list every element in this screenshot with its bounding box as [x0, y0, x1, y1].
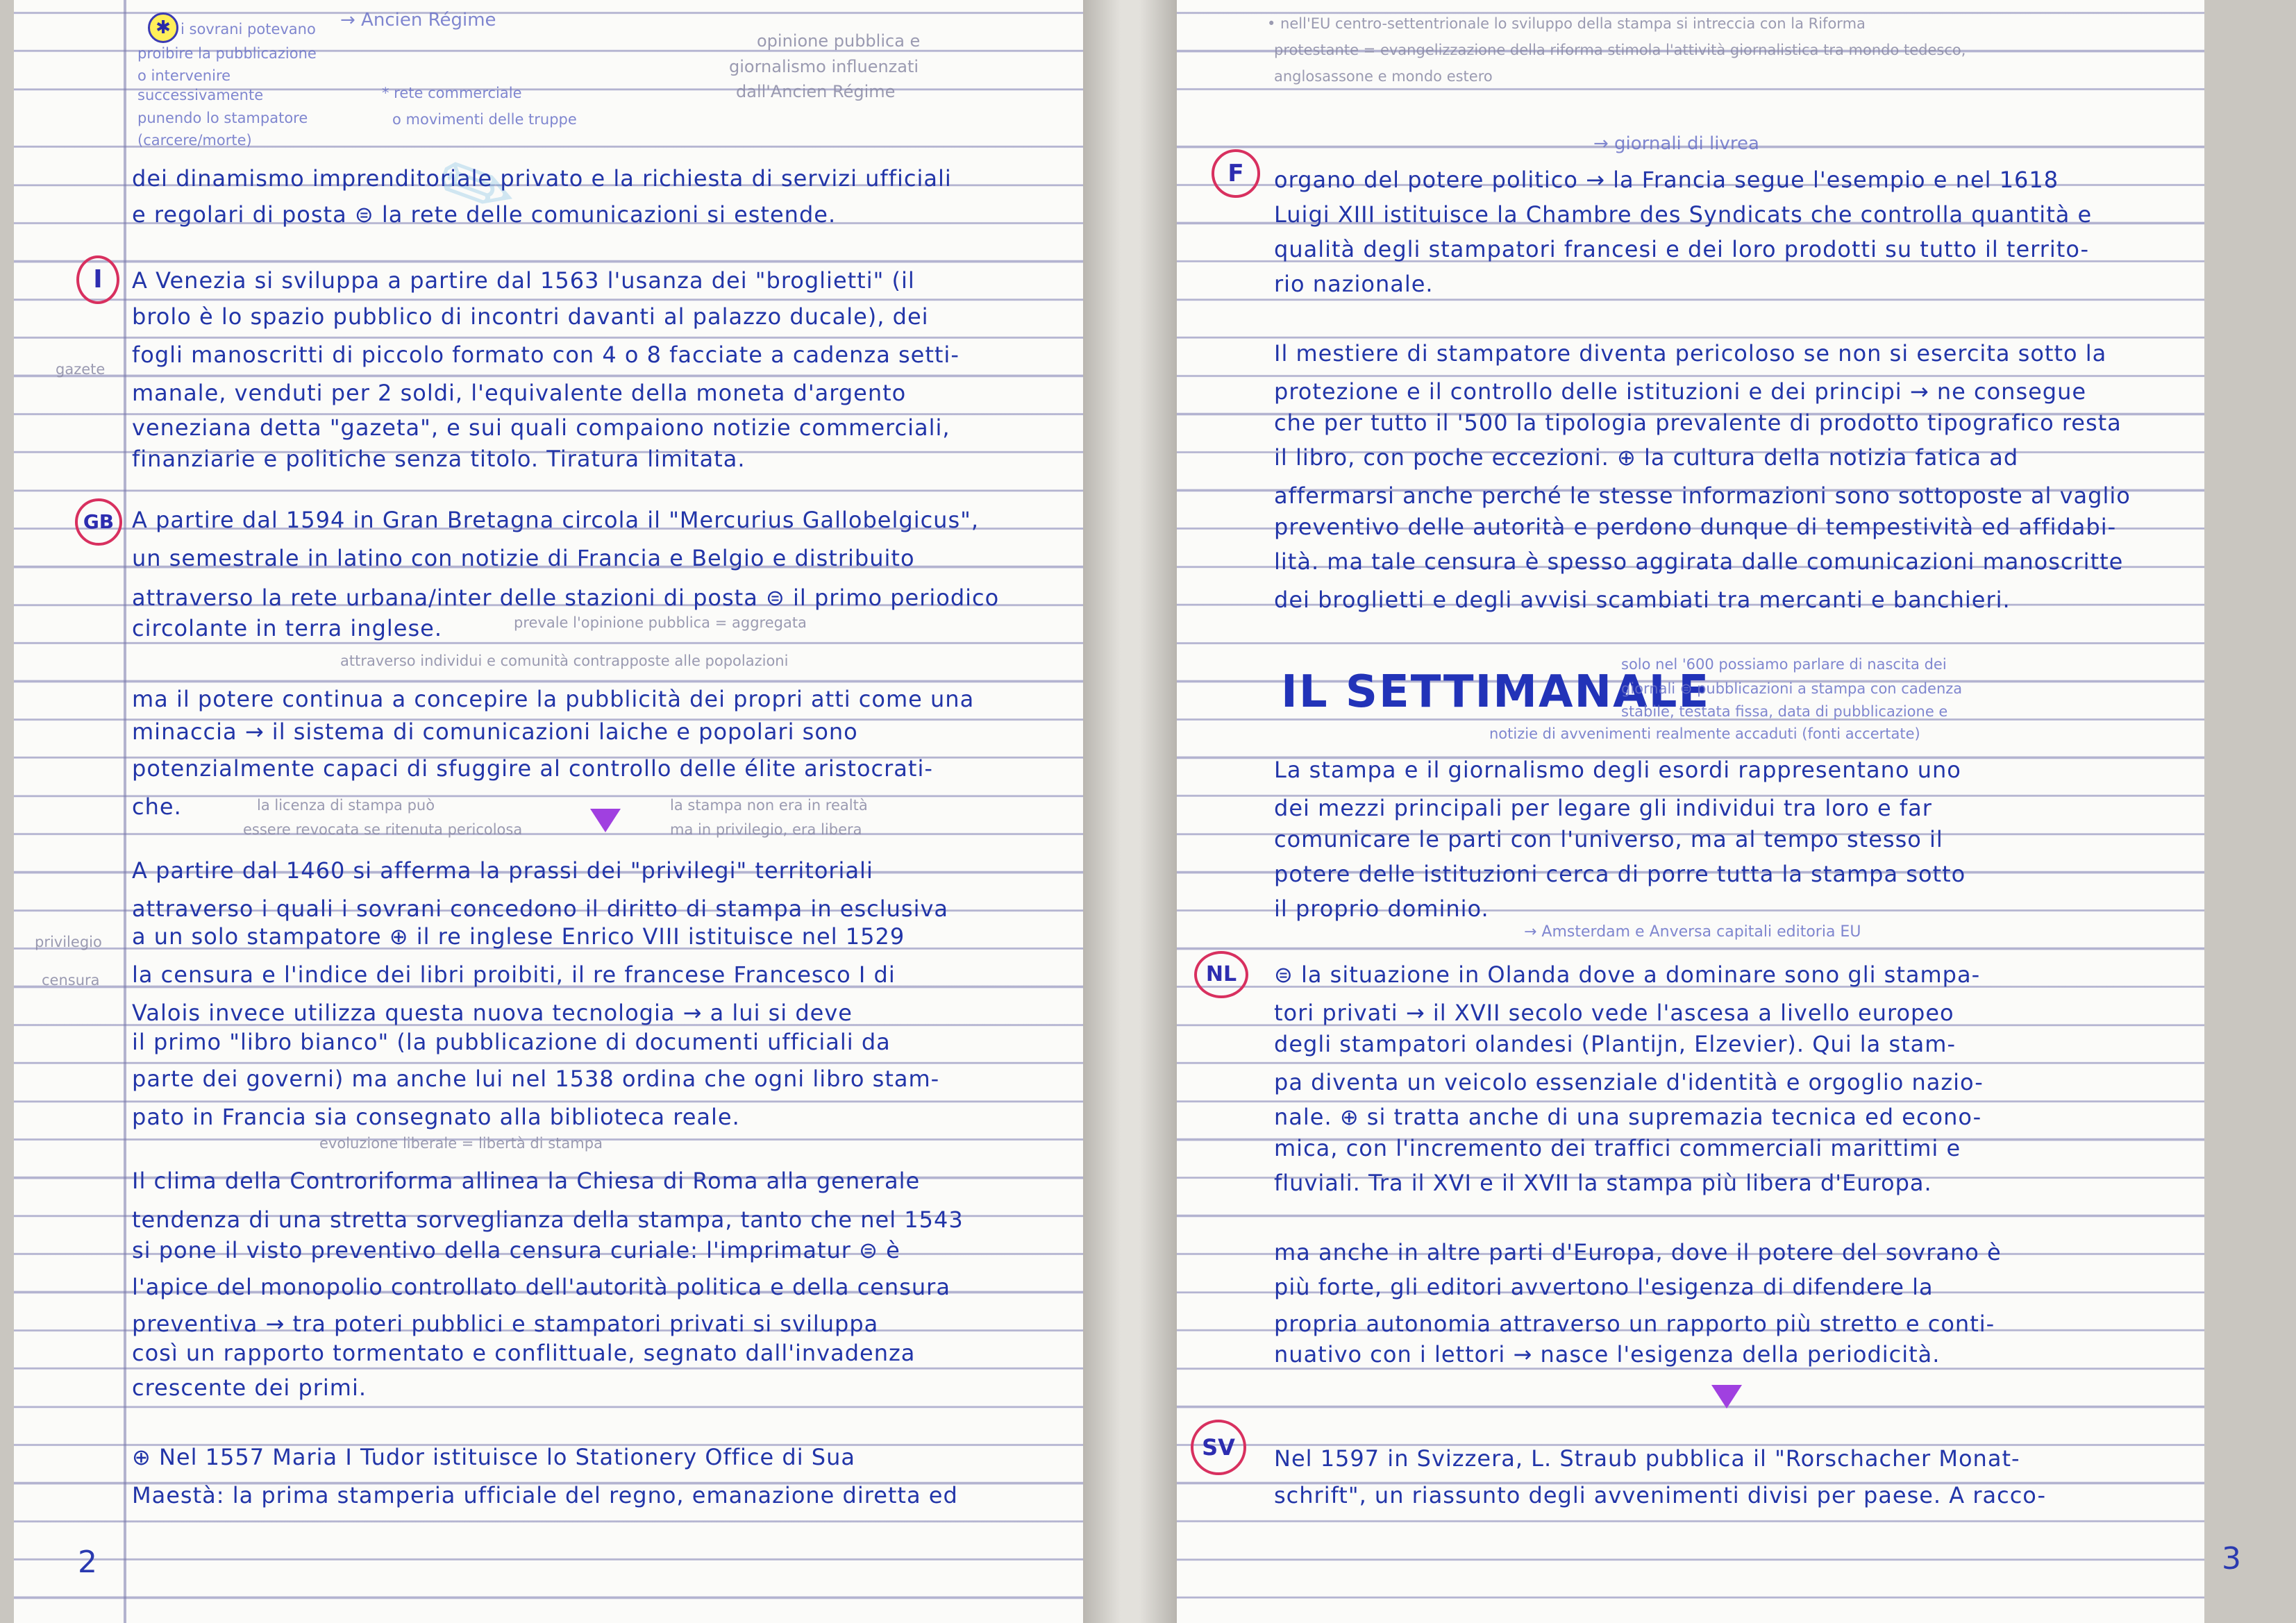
text-line: affermarsi anche perché le stesse informazioni sono sottoposte al vaglio — [1274, 482, 2131, 509]
top-note: dall'Ancien Régime — [736, 82, 896, 101]
text-line: dei mezzi principali per legare gli individui tra loro e far — [1274, 795, 1932, 821]
section-note: giornali ⊜ pubblicazioni a stampa con cadenza — [1621, 680, 1963, 697]
text-line: dei broglietti e degli avvisi scambiati tra mercanti e banchieri. — [1274, 587, 2011, 613]
small-note: la licenza di stampa può — [257, 797, 435, 814]
section-title: IL SETTIMANALE — [1281, 666, 1711, 718]
text-line: qualità degli stampatori francesi e dei loro prodotti su tutto il territo- — [1274, 236, 2090, 262]
text-line: potenzialmente capaci di sfuggire al controllo delle élite aristocrati- — [132, 755, 933, 782]
arrow-down-icon — [590, 809, 621, 832]
notebook-page-left — [14, 0, 1083, 1623]
text-line: La stampa e il giornalismo degli esordi rappresentano uno — [1274, 757, 1961, 783]
star-icon: ✱ — [148, 12, 178, 43]
top-note: i sovrani potevano — [181, 21, 316, 37]
top-note: protestante = evangelizzazione della riforma stimola l'attività giornalistica tra mondo tedesco, — [1274, 42, 1966, 58]
text-line: ⊜ la situazione in Olanda dove a dominare sono gli stampa- — [1274, 961, 1981, 988]
text-line: tori privati → il XVII secolo vede l'ascesa a livello europeo — [1274, 1000, 1954, 1026]
text-line: Nel 1597 in Svizzera, L. Straub pubblica il "Rorschacher Monat- — [1274, 1445, 2020, 1472]
text-line: comunicare le parti con l'universo, ma al tempo stesso il — [1274, 826, 1943, 852]
top-note: giornalismo influenzati — [729, 57, 919, 76]
top-note: → Ancien Régime — [340, 10, 496, 31]
text-line: brolo è lo spazio pubblico di incontri davanti al palazzo ducale), dei — [132, 303, 929, 330]
top-note: o movimenti delle truppe — [392, 111, 577, 128]
text-line: nale. ⊕ si tratta anche di una supremazia tecnica ed econo- — [1274, 1104, 1982, 1130]
text-line: rio nazionale. — [1274, 271, 1434, 297]
watermark-logo: ✎ — [420, 124, 534, 252]
text-line: attraverso la rete urbana/inter delle stazioni di posta ⊜ il primo periodico — [132, 585, 1000, 611]
text-line: A partire dal 1594 in Gran Bretagna circola il "Mercurius Gallobelgicus", — [132, 507, 980, 533]
top-note: successivamente — [137, 87, 264, 103]
text-line: Valois invece utilizza questa nuova tecnologia → a lui si deve — [132, 1000, 853, 1026]
text-line: degli stampatori olandesi (Plantijn, Elzevier). Qui la stam- — [1274, 1031, 1956, 1057]
section-circle-switzerland: SV — [1191, 1420, 1246, 1475]
text-line: potere delle istituzioni cerca di porre tutta la stampa sotto — [1274, 861, 1966, 887]
top-note: opinione pubblica e — [757, 31, 921, 51]
text-line: fogli manoscritti di piccolo formato con 4 o 8 facciate a cadenza setti- — [132, 342, 960, 368]
margin-note: censura — [42, 972, 100, 989]
small-note: la stampa non era in realtà — [670, 797, 868, 814]
section-note: stabile, testata fissa, data di pubblicazione e — [1621, 703, 1948, 720]
page-number: 3 — [2222, 1541, 2241, 1576]
text-line: dei dinamismo imprenditoriale privato e la richiesta di servizi ufficiali — [132, 165, 952, 192]
text-line: a un solo stampatore ⊕ il re inglese Enrico VIII istituisce nel 1529 — [132, 923, 905, 950]
text-line: ma il potere continua a concepire la pubblicità dei propri atti come una — [132, 686, 975, 712]
text-line: Luigi XIII istituisce la Chambre des Syndicats che controlla quantità e — [1274, 201, 2093, 228]
text-line: A Venezia si sviluppa a partire dal 1563 l'usanza dei "broglietti" (il — [132, 267, 915, 294]
section-circle-netherlands: NL — [1194, 951, 1248, 998]
text-line: parte dei governi) ma anche lui nel 1538 ordina che ogni libro stam- — [132, 1066, 940, 1092]
text-line: il proprio dominio. — [1274, 895, 1489, 922]
text-line: pa diventa un veicolo essenziale d'identità e orgoglio nazio- — [1274, 1069, 1984, 1095]
text-line: un semestrale in latino con notizie di Francia e Belgio e distribuito — [132, 545, 915, 571]
text-line: che per tutto il '500 la tipologia prevalente di prodotto tipografico resta — [1274, 410, 2122, 436]
text-line: Maestà: la prima stamperia ufficiale del regno, emanazione diretta ed — [132, 1482, 958, 1508]
text-line: organo del potere politico → la Francia segue l'esempio e nel 1618 — [1274, 167, 2059, 193]
text-line: Il clima della Controriforma allinea la Chiesa di Roma alla generale — [132, 1168, 921, 1194]
text-line: così un rapporto tormentato e conflittuale, segnato dall'invadenza — [132, 1340, 916, 1366]
section-circle-venice: I — [76, 255, 119, 304]
small-note: ma in privilegio, era libera — [670, 821, 862, 838]
text-line: si pone il visto preventivo della censura curiale: l'imprimatur ⊜ è — [132, 1237, 900, 1263]
text-line: fluviali. Tra il XVI e il XVII la stampa più libera d'Europa. — [1274, 1170, 1932, 1196]
text-line: circolante in terra inglese. — [132, 615, 442, 641]
text-line: propria autonomia attraverso un rapporto più stretto e conti- — [1274, 1311, 1995, 1337]
small-note: attraverso individui e comunità contrapposte alle popolazioni — [340, 653, 789, 669]
text-line: Il mestiere di stampatore diventa pericoloso se non si esercita sotto la — [1274, 340, 2107, 367]
text-line: nuativo con i lettori → nasce l'esigenza della periodicità. — [1274, 1341, 1941, 1368]
text-line: ⊕ Nel 1557 Maria I Tudor istituisce lo Stationery Office di Sua — [132, 1444, 855, 1470]
section-circle-france: F — [1212, 149, 1260, 198]
text-line: lità. ma tale censura è spesso aggirata dalle comunicazioni manoscritte — [1274, 548, 2124, 575]
text-line: tendenza di una stretta sorveglianza della stampa, tanto che nel 1543 — [132, 1206, 964, 1233]
page-number: 2 — [78, 1545, 97, 1580]
margin-note: privilegio — [35, 934, 102, 950]
text-line: schrift", un riassunto degli avvenimenti divisi per paese. A racco- — [1274, 1482, 2046, 1508]
notebook-spine — [1083, 0, 1177, 1623]
text-line: la censura e l'indice dei libri proibiti, il re francese Francesco I di — [132, 961, 896, 988]
small-note: prevale l'opinione pubblica = aggregata — [514, 614, 807, 631]
text-line: pato in Francia sia consegnato alla biblioteca reale. — [132, 1104, 740, 1130]
text-line: minaccia → il sistema di comunicazioni laiche e popolari sono — [132, 718, 858, 745]
arrow-down-icon — [1711, 1385, 1742, 1408]
section-note: solo nel '600 possiamo parlare di nascita dei — [1621, 656, 1947, 673]
text-line: più forte, gli editori avvertono l'esigenza di difendere la — [1274, 1274, 1934, 1300]
text-line: veneziana detta "gazeta", e sui quali compaiono notizie commerciali, — [132, 414, 950, 441]
section-note: notizie di avvenimenti realmente accaduti (fonti accertate) — [1489, 725, 1920, 742]
text-line: il primo "libro bianco" (la pubblicazione di documenti ufficiali da — [132, 1029, 891, 1055]
text-line: mica, con l'incremento dei traffici commerciali marittimi e — [1274, 1135, 1961, 1161]
text-line: preventivo delle autorità e perdono dunque di tempestività ed affidabi- — [1274, 514, 2117, 540]
top-note: • nell'EU centro-settentrionale lo sviluppo della stampa si intreccia con la Riforma — [1267, 15, 1866, 32]
top-note: punendo lo stampatore — [137, 110, 308, 126]
text-line: l'apice del monopolio controllato dell'autorità politica e della censura — [132, 1274, 950, 1300]
section-circle-britain: GB — [75, 498, 122, 546]
text-line: protezione e il controllo delle istituzioni e dei principi → ne consegue — [1274, 378, 2087, 405]
text-line: manale, venduti per 2 soldi, l'equivalente della moneta d'argento — [132, 380, 907, 406]
text-line: A partire dal 1460 si afferma la prassi dei "privilegi" territoriali — [132, 857, 873, 884]
text-line: ma anche in altre parti d'Europa, dove il potere del sovrano è — [1274, 1239, 2002, 1265]
notebook-page-right — [1177, 0, 2241, 1623]
text-line: preventiva → tra poteri pubblici e stampatori privati si sviluppa — [132, 1311, 879, 1337]
text-line: e regolari di posta ⊜ la rete delle comunicazioni si estende. — [132, 201, 837, 228]
text-line: attraverso i quali i sovrani concedono il diritto di stampa in esclusiva — [132, 895, 948, 922]
text-line: il libro, con poche eccezioni. ⊕ la cultura della notizia fatica ad — [1274, 444, 2019, 471]
top-note: o intervenire — [137, 67, 231, 84]
text-line: crescente dei primi. — [132, 1374, 367, 1401]
text-line: che. — [132, 793, 182, 820]
top-note: * rete commerciale — [382, 85, 522, 101]
arrow-note: → Amsterdam e Anversa capitali editoria EU — [1524, 923, 1861, 941]
top-note: anglosassone e mondo estero — [1274, 68, 1493, 85]
top-note: proibire la pubblicazione — [137, 45, 317, 62]
small-note: essere revocata se ritenuta pericolosa — [243, 821, 523, 838]
small-note: evoluzione liberale = libertà di stampa — [319, 1135, 603, 1152]
top-note: (carcere/morte) — [137, 132, 252, 149]
margin-note: gazete — [56, 361, 106, 378]
arrow-note: → giornali di livrea — [1593, 133, 1759, 154]
text-line: finanziarie e politiche senza titolo. Tiratura limitata. — [132, 446, 746, 472]
